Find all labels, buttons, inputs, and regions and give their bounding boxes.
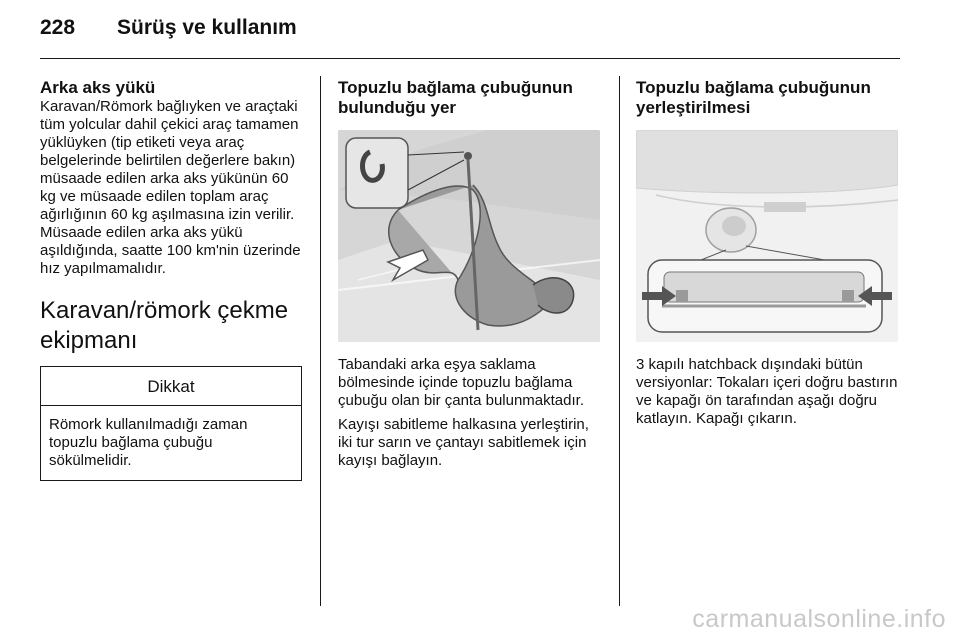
location-heading: Topuzlu bağlama çubuğunun bulunduğu yer [338,78,573,117]
column-divider [320,76,321,606]
column-divider [619,76,620,606]
column-2 [338,78,602,470]
column-1 [40,78,304,481]
section-header: Sürüş ve kullanım [117,16,297,39]
fitting-heading: Topuzlu bağlama çubuğunun yerleştirilmesi [636,78,871,117]
header-rule [40,58,900,59]
bumper-cover-illustration [636,130,898,342]
caution-text: Römork kullanılmadığı zaman topuzlu bağlama çubuğu sökülmelidir. [49,416,248,469]
caution-box [40,366,302,481]
page-number: 228 [40,16,76,39]
storage-bag-illustration [338,130,600,342]
column-3 [636,78,900,428]
location-text-1: Tabandaki arka eşya saklama bölmesinde içinde topuzlu bağlama çubuğu olan bir çanta bulunmaktadır. [338,356,584,409]
axle-load-heading: Arka aks yükü [40,78,156,97]
towing-equipment-heading: Karavan/römork çekme ekipmanı [40,297,289,354]
location-text-2: Kayışı sabitleme halkasına yerleştirin, iki tur sarın ve çantayı sabitlemek için kayışı bağlayın. [338,416,589,469]
caution-title: Dikkat [41,367,301,406]
watermark: carmanualsonline.info [692,605,946,633]
axle-load-text: Karavan/Römork bağlıyken ve araçtaki tüm yolcular dahil çekici araç tamamen yüklüyken (tip etiketi veya araç belgelerinde belirtilen değerlere bakın) müsaade edilen arka aks yükünün 60 kg ve müsaade edilen toplam araç ağırlığının 60 kg aşılmasına izin verilir. Müsaade edilen arka aks yükü aşıldığında, saatte 100 km'nin üzerinde hız yapılmamalıdır. [40,98,301,277]
fitting-text: 3 kapılı hatchback dışındaki bütün versiyonlar: Tokaları içeri doğru bastırın ve kapağı ön tarafından aşağı doğru katlayın. Kapağı çıkarın. [636,356,898,427]
